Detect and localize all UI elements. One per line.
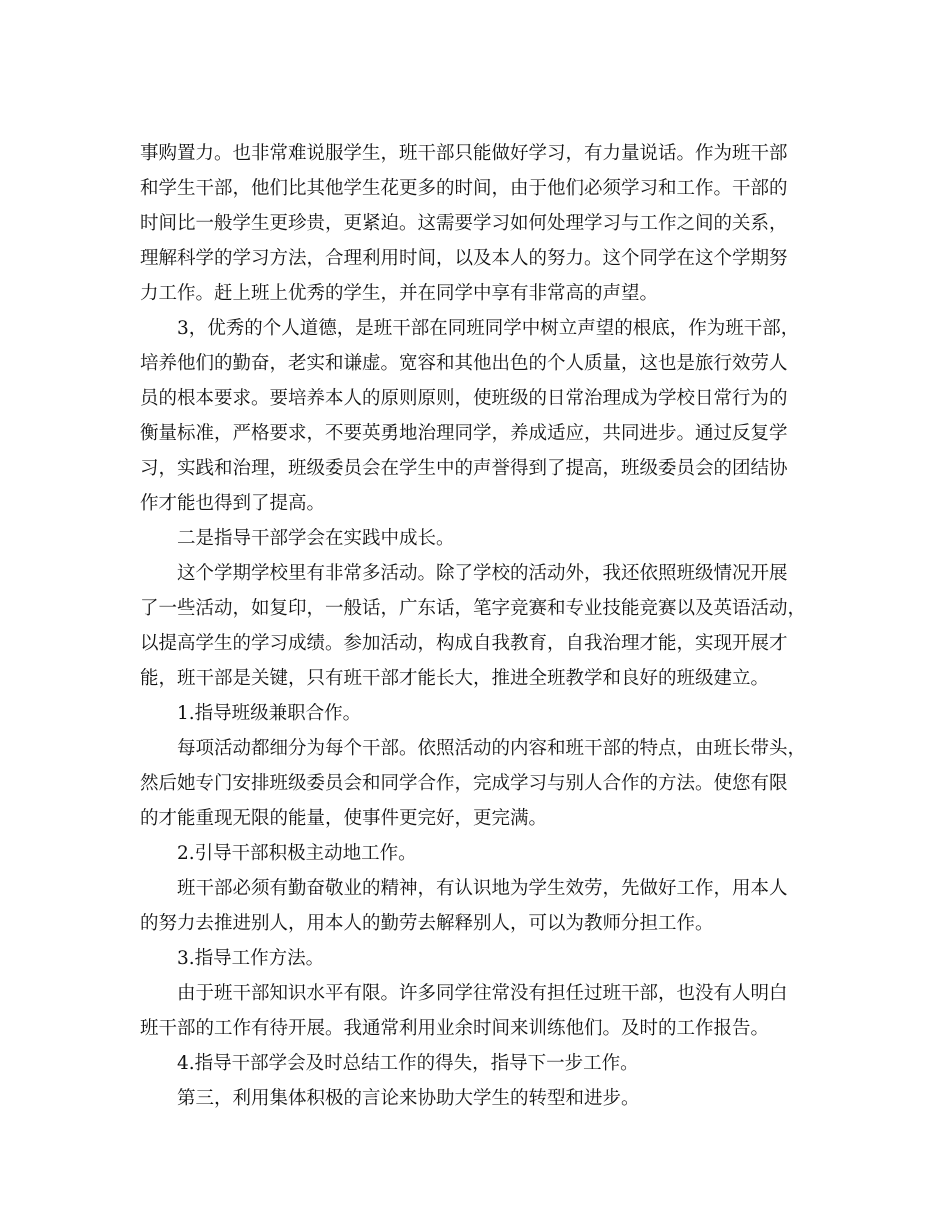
list-heading-3: 3.指导工作方法。 <box>177 948 325 969</box>
text-line-25: 由于班干部知识水平有限。许多同学往常没有担任过班干部，也没有人明白 <box>177 983 788 1004</box>
section-heading-3: 第三，利用集体积极的言论来协助大学生的转型和进步。 <box>177 1088 640 1109</box>
text-line-16: 能，班干部是关键，只有班干部才能长大，推进全班教学和良好的班级建立。 <box>140 668 770 689</box>
list-heading-2: 2.引导干部积极主动地工作。 <box>177 843 417 864</box>
text-line-3: 时间比一般学生更珍贵，更紧迫。这需要学习如何处理学习与工作之间的关系， <box>140 213 788 234</box>
text-line-10: 习，实践和治理，班级委员会在学生中的声誉得到了提高，班级委员会的团结协 <box>140 458 788 479</box>
section-heading-2: 二是指导干部学会在实践中成长。 <box>177 528 455 549</box>
text-line-18: 每项活动都细分为每个干部。依照活动的内容和班干部的特点，由班长带头， <box>177 738 807 759</box>
text-line-20: 的才能重现无限的能量，使事件更完好，更完满。 <box>140 808 548 829</box>
text-line-26: 班干部的工作有待开展。我通常利用业余时间来训练他们。及时的工作报告。 <box>140 1018 770 1039</box>
text-line-11: 作才能也得到了提高。 <box>140 493 326 514</box>
text-line-4: 理解科学的学习方法，合理利用时间，以及本人的努力。这个同学在这个学期努 <box>140 248 788 269</box>
text-line-23: 的努力去推进别人，用本人的勤劳去解释别人，可以为教师分担工作。 <box>140 913 714 934</box>
text-line-19: 然后她专门安排班级委员会和同学合作，完成学习与别人合作的方法。使您有限 <box>140 773 788 794</box>
text-line-15: 以提高学生的学习成绩。参加活动，构成自我教育，自我治理才能，实现开展才 <box>140 633 788 654</box>
list-heading-1: 1.指导班级兼职合作。 <box>177 703 362 724</box>
text-line-22: 班干部必须有勤奋敬业的精神，有认识地为学生效劳，先做好工作，用本人 <box>177 878 788 899</box>
text-line-7: 培养他们的勤奋，老实和谦虚。宽容和其他出色的个人质量，这也是旅行效劳人 <box>140 353 788 374</box>
text-line-13: 这个学期学校里有非常多活动。除了学校的活动外，我还依照班级情况开展 <box>177 563 788 584</box>
text-line-9: 衡量标准，严格要求，不要英勇地治理同学，养成适应，共同进步。通过反复学 <box>140 423 788 444</box>
text-line-8: 员的根本要求。要培养本人的原则原则，使班级的日常治理成为学校日常行为的 <box>140 388 788 409</box>
text-line-2: 和学生干部，他们比其他学生花更多的时间，由于他们必须学习和工作。干部的 <box>140 178 788 199</box>
text-line-14: 了一些活动，如复印，一般话，广东话，笔字竞赛和专业技能竞赛以及英语活动， <box>140 598 807 619</box>
list-heading-4: 4.指导干部学会及时总结工作的得失，指导下一步工作。 <box>177 1053 639 1074</box>
text-line-6: 3，优秀的个人道德，是班干部在同班同学中树立声望的根底，作为班干部， <box>177 318 800 339</box>
text-line-1: 事购置力。也非常难说服学生，班干部只能做好学习，有力量说话。作为班干部 <box>140 143 788 164</box>
text-line-5: 力工作。赶上班上优秀的学生，并在同学中享有非常高的声望。 <box>140 283 659 304</box>
